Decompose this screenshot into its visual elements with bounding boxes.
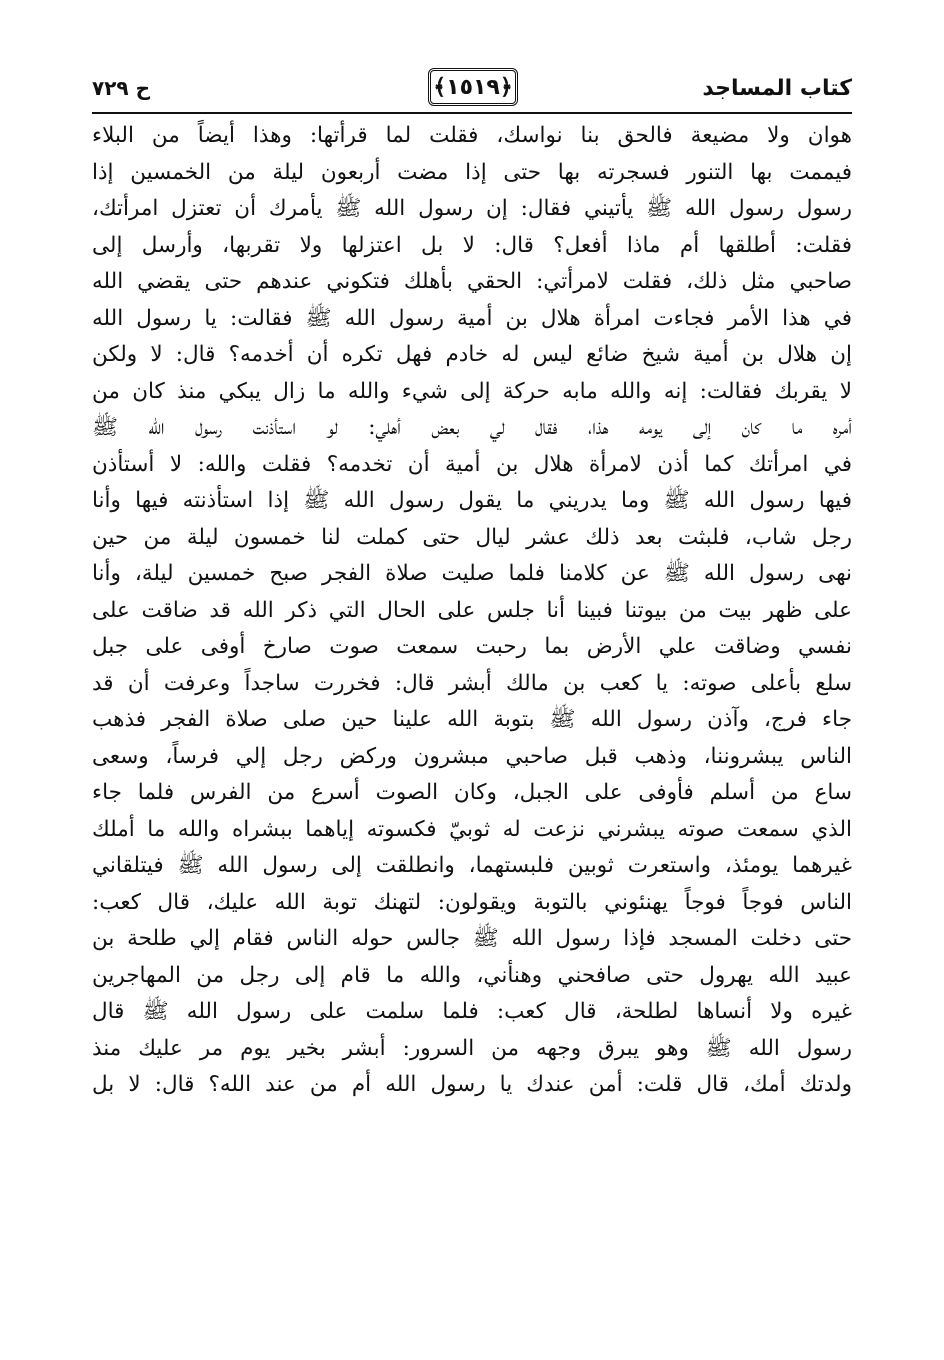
text-line: جاء فرج، وآذن رسول الله ﷺ بتوبة الله علينا حين صلى صلاة الفجر فذهب	[92, 707, 852, 732]
text-line: رسول رسول الله ﷺ يأتيني فقال: إن رسول الله ﷺ يأمرك أن تعتزل امرأتك،	[92, 196, 852, 221]
header-rule	[92, 112, 852, 114]
text-line: إن هلال بن أمية شيخ ضائع ليس له خادم فهل تكره أن أخدمه؟ قال: لا ولكن	[92, 342, 852, 367]
text-line: في هذا الأمر فجاءت امرأة هلال بن أمية رسول الله ﷺ فقالت: يا رسول الله	[92, 305, 852, 331]
hadith-reference: ح ٧٢٩	[92, 76, 151, 100]
text-line: عبيد الله يهرول حتى صافحني وهنأني، والله ما قام إلى رجل من المهاجرين	[92, 962, 852, 988]
text-line: فيها رسول الله ﷺ وما يدريني ما يقول رسول الله ﷺ إذا استأذنته فيها وأنا	[92, 488, 852, 513]
text-line: غيره ولا أنساها لطلحة، قال كعب: فلما سلمت على رسول الله ﷺ قال	[92, 999, 852, 1024]
text-line: رجل شاب، فلبثت بعد ذلك عشر ليال حتى كملت لنا خمسون ليلة من حين	[92, 524, 852, 550]
text-line: فيممت بها التنور فسجرته بها حتى إذا مضت أربعون ليلة من الخمسين إذا	[92, 159, 852, 185]
text-line: نهى رسول الله ﷺ عن كلامنا فلما صليت صلاة الفجر صبح خمسين ليلة، وأنا	[92, 561, 852, 586]
body-text	[92, 118, 852, 1104]
text-line: نفسي وضاقت علي الأرض بما رحبت سمعت صوت صارخ أوفى على جبل	[92, 634, 852, 659]
text-line: الناس يبشروننا، وذهب قبل صاحبي مبشرون وركض رجل إلي فرساً، وسعى	[92, 743, 852, 769]
text-line: فقلت: أطلقها أم ماذا أفعل؟ قال: لا بل اعتزلها ولا تقربها، وأرسل إلى	[92, 232, 852, 258]
text-line: في امرأتك كما أذن لامرأة هلال بن أمية أن تخدمه؟ فقلت والله: لا أستأذن	[92, 451, 852, 477]
text-line: هوان ولا مضيعة فالحق بنا نواسك، فقلت لما قرأتها: وهذا أيضاً من البلاء	[92, 123, 852, 148]
text-line: رسول الله ﷺ وهو يبرق وجهه من السرور: أبشر بخير يوم مر عليك منذ	[92, 1035, 852, 1061]
text-line: لا يقربك فقالت: إنه والله مابه حركة إلى شيء والله ما زال يبكي منذ كان من	[92, 378, 852, 404]
text-line: الناس فوجاً فوجاً يهنئوني بالتوبة ويقولون: لتهنك توبة الله عليك، قال كعب:	[92, 889, 852, 915]
text-line: ولدتك أمك، قال قلت: أمن عندك يا رسول الله أم من عند الله؟ قال: لا بل	[92, 1072, 852, 1097]
page-header	[92, 68, 852, 110]
text-line: الذي سمعت صوته يبشرني نزعت له ثوبيّ فكسوته إياهما ببشراه والله ما أملك	[92, 816, 852, 842]
text-line: سلع بأعلى صوته: يا كعب بن مالك أبشر قال: فخررت ساجداً وعرفت أن قد	[92, 670, 852, 696]
page-number: ﴿١٥١٩﴾	[428, 68, 518, 106]
text-line: غيرهما يومئذ، واستعرت ثوبين فلبستهما، وانطلقت إلى رسول الله ﷺ فيتلقاني	[92, 853, 852, 878]
text-line: ساع من أسلم فأوفى على الجبل، وكان الصوت أسرع من الفرس فلما جاء	[92, 780, 852, 805]
text-line: على ظهر بيت من بيوتنا فبينا أنا جلس على الحال التي ذكر الله قد ضاقت على	[92, 597, 852, 623]
text-line: صاحبي مثل ذلك، فقلت لامرأتي: الحقي بأهلك فتكوني عندهم حتى يقضي الله	[92, 269, 852, 294]
text-line: أمره ما كان إلى يومه هذا، فقال لي بعض أهلي: لو استأذنت رسول الله ﷺ	[92, 415, 852, 440]
text-line: حتى دخلت المسجد فإذا رسول الله ﷺ جالس حوله الناس فقام إلي طلحة بن	[92, 926, 852, 951]
book-title: كتاب المساجد	[702, 76, 852, 101]
